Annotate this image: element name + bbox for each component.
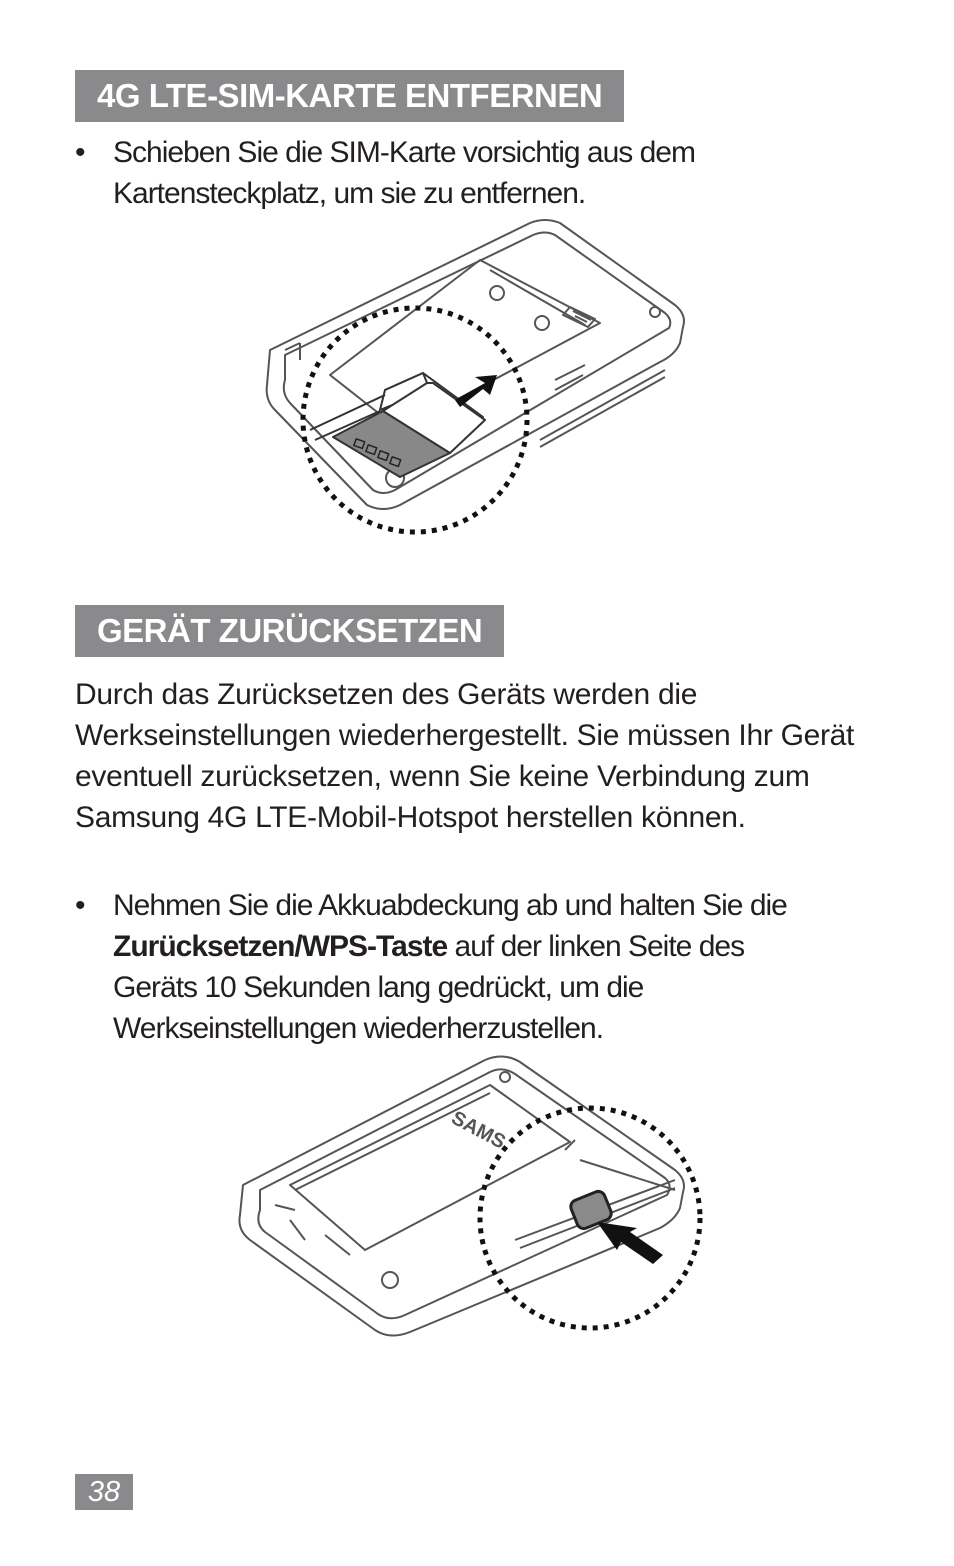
bullet-text: Schieben Sie die SIM-Karte vorsichtig aus dem Kartensteckplatz, um sie zu entfernen. <box>113 136 695 210</box>
page-number: 38 <box>75 1474 133 1510</box>
bullet-text <box>75 885 835 1049</box>
bullet-remove-sim <box>75 132 835 214</box>
reset-description: Durch das Zurücksetzen des Geräts werden die Werkseinstellungen wiederhergestellt. Sie müssen Ihr Gerät eventuell zurücksetzen, wenn Sie keine Verbindung zum Samsung 4G LTE-Mobil-Hotspot herstellen können. <box>75 678 855 834</box>
section-heading-remove-sim: 4G LTE-SIM-KARTE ENTFERNEN <box>75 70 624 122</box>
bullet-marker: • <box>75 136 85 169</box>
bullet-text-start: Nehmen Sie die Akkuabdeckung ab und halten Sie die <box>113 889 787 922</box>
bullet-marker: • <box>75 889 85 922</box>
battery-logo-text: SAMS <box>447 1106 510 1154</box>
reset-wps-button-label: Zurücksetzen/WPS-Taste <box>113 930 448 963</box>
bullet-text-end: auf der linken Seite des Geräts 10 Sekunden lang gedrückt, um die Werkseinstellungen wiederherzustellen. <box>113 930 745 1045</box>
sim-removal-illustration <box>255 215 700 535</box>
bullet-reset-device <box>75 885 835 1049</box>
section-heading-reset-device: GERÄT ZURÜCKSETZEN <box>75 605 504 657</box>
reset-button-illustration <box>235 1050 715 1340</box>
